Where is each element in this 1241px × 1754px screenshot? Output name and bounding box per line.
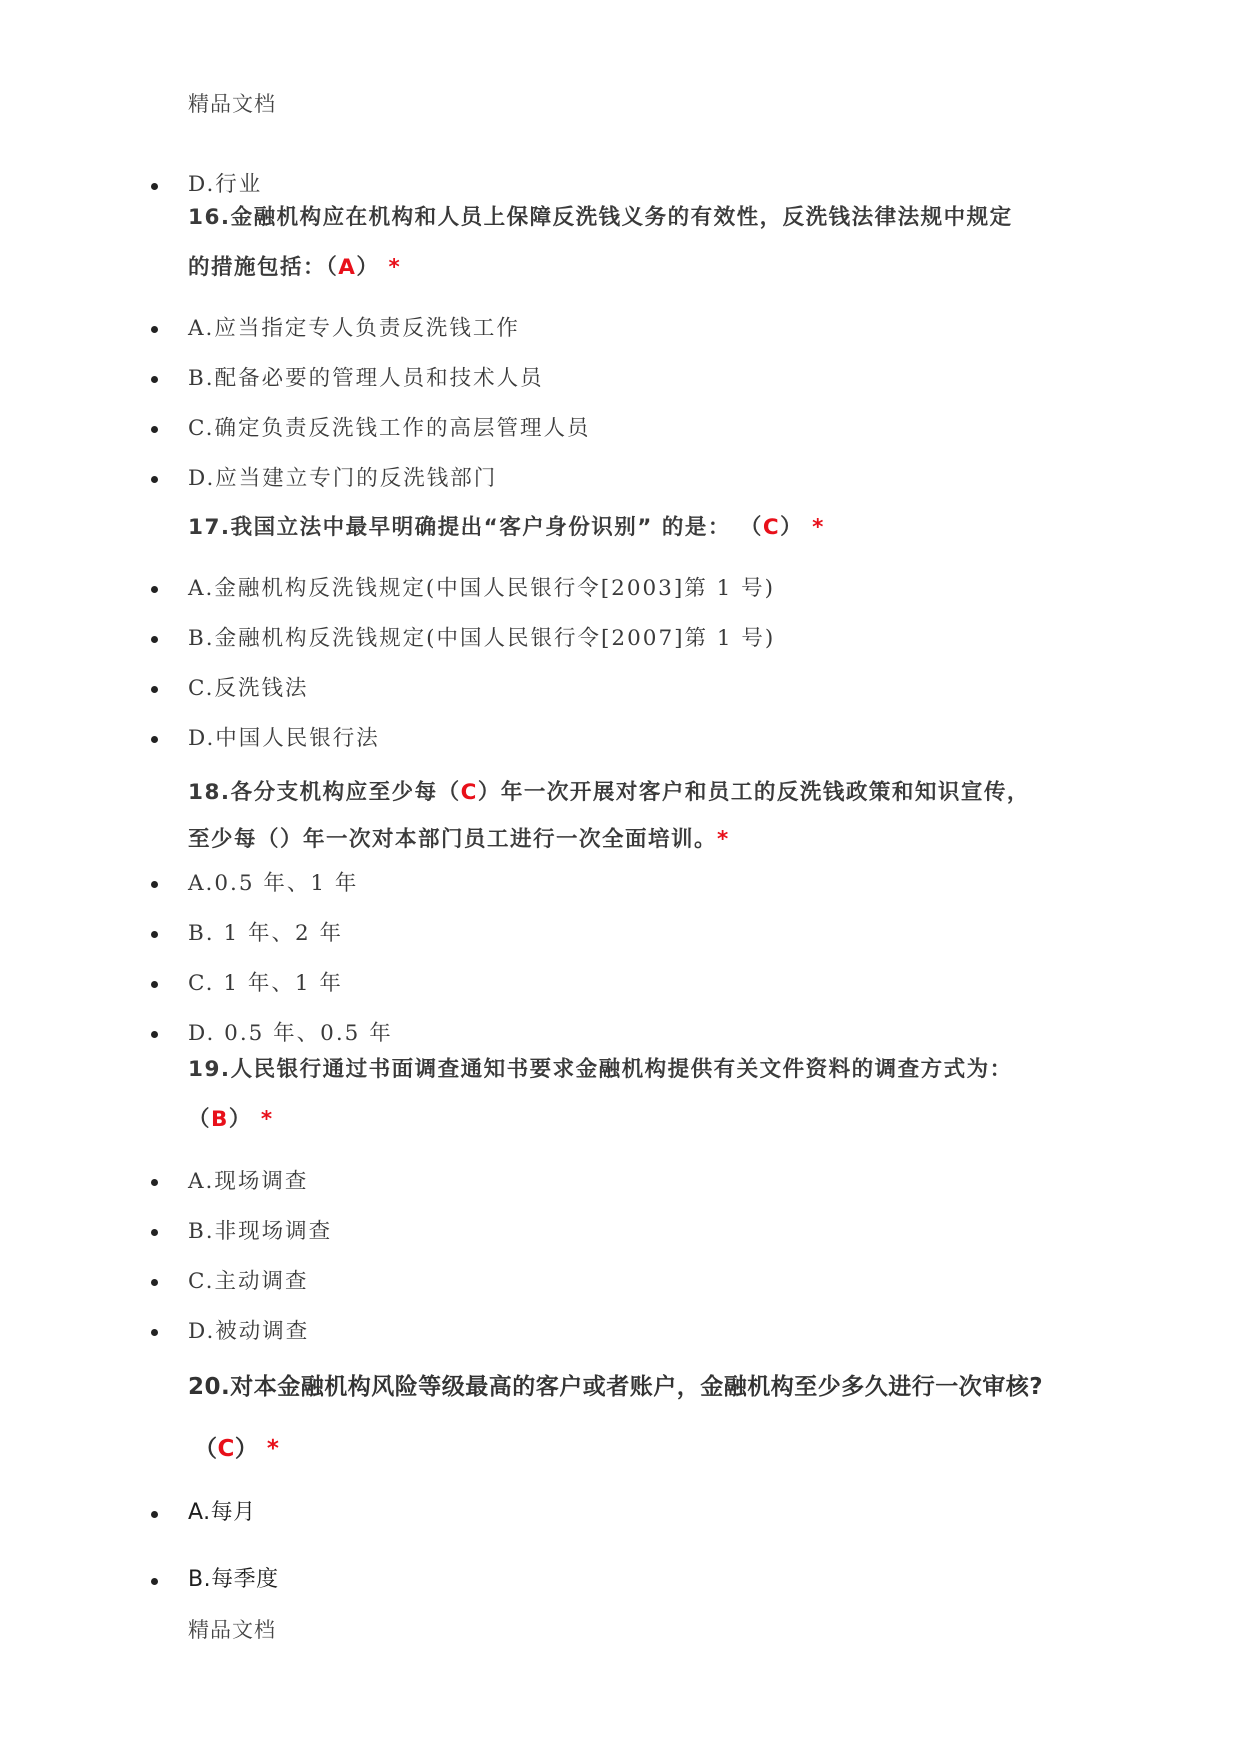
q15-option-d: D.行业 — [188, 172, 263, 197]
bullet-icon — [151, 1511, 158, 1518]
q17-option-c: C.反洗钱法 — [188, 676, 309, 701]
required-star-icon: * — [717, 827, 730, 852]
q17-open-paren: （ — [739, 515, 763, 540]
q19-text-line1: 19.人民银行通过书面调查通知书要求金融机构提供有关文件资料的调查方式为： — [188, 1057, 1013, 1082]
bullet-icon — [151, 1229, 158, 1236]
q17-option-d: D.中国人民银行法 — [188, 726, 380, 751]
q18-option-a: A.0.5 年、1 年 — [188, 871, 359, 896]
q20-text-line1: 20.对本金融机构风险等级最高的客户或者账户，金融机构至少多久进行一次审核? — [188, 1374, 1044, 1400]
q18-option-d: D. 0.5 年、0.5 年 — [188, 1021, 393, 1046]
bullet-icon — [151, 881, 158, 888]
q18-prompt-line2: 至少每（）年一次对本部门员工进行一次全面培训。 — [188, 827, 718, 852]
bullet-icon — [151, 376, 158, 383]
q17-prompt: 17.我国立法中最早明确提出“客户身份识别” 的是： — [188, 515, 731, 540]
q16-open-paren: （ — [326, 255, 339, 280]
q19-option-d: D.被动调查 — [188, 1319, 310, 1344]
q20-text-line2 — [194, 1430, 279, 1463]
q19-option-c: C.主动调查 — [188, 1269, 309, 1294]
q19-option-a: A.现场调查 — [188, 1169, 309, 1194]
required-star-icon: * — [260, 1107, 274, 1132]
bullet-icon — [151, 1329, 158, 1336]
bullet-icon — [151, 1031, 158, 1038]
bullet-icon — [151, 1179, 158, 1186]
q18-text-line2 — [188, 822, 730, 853]
bullet-icon — [151, 183, 158, 190]
q16-option-c: C.确定负责反洗钱工作的高层管理人员 — [188, 416, 591, 441]
q18-prompt-post: ）年一次开展对客户和员工的反洗钱政策和知识宣传， — [477, 780, 1030, 805]
q18-option-c: C. 1 年、1 年 — [188, 971, 343, 996]
required-star-icon: * — [266, 1436, 280, 1462]
bullet-icon — [151, 1578, 158, 1585]
q16-option-d: D.应当建立专门的反洗钱部门 — [188, 466, 498, 491]
q19-close-paren: ） — [228, 1107, 252, 1132]
q18-text-line1 — [188, 775, 1030, 806]
q18-prompt-pre: 18.各分支机构应至少每（ — [188, 780, 461, 805]
q16-prompt: 的措施包括： — [188, 255, 327, 280]
q20-close-paren: ） — [234, 1436, 259, 1462]
page-header: 精品文档 — [188, 92, 276, 116]
q18-answer: C — [460, 780, 478, 805]
q17-option-a: A.金融机构反洗钱规定(中国人民银行令[2003]第 1 号) — [188, 576, 775, 601]
q20-open-paren: （ — [194, 1436, 218, 1462]
q18-option-b: B. 1 年、2 年 — [188, 921, 343, 946]
bullet-icon — [151, 931, 158, 938]
bullet-icon — [151, 1279, 158, 1286]
required-star-icon: * — [388, 255, 402, 280]
bullet-icon — [151, 981, 158, 988]
page-footer: 精品文档 — [188, 1618, 276, 1642]
q19-option-b: B.非现场调查 — [188, 1219, 333, 1244]
q20-option-a: A.每月 — [188, 1500, 256, 1525]
bullet-icon — [151, 686, 158, 693]
q17-answer: C — [762, 515, 781, 540]
bullet-icon — [151, 426, 158, 433]
bullet-icon — [151, 736, 158, 743]
q17-text — [188, 510, 825, 541]
bullet-icon — [151, 636, 158, 643]
q16-option-b: B.配备必要的管理人员和技术人员 — [188, 366, 544, 391]
q16-text-line2 — [188, 250, 401, 281]
q17-option-b: B.金融机构反洗钱规定(中国人民银行令[2007]第 1 号) — [188, 626, 776, 651]
bullet-icon — [151, 326, 158, 333]
q16-answer: A — [338, 255, 357, 280]
bullet-icon — [151, 476, 158, 483]
q20-answer: C — [217, 1436, 235, 1462]
required-star-icon: * — [812, 515, 825, 540]
q16-close-paren: ） — [356, 255, 380, 280]
q19-text-line2 — [188, 1102, 274, 1133]
q17-close-paren: ） — [780, 515, 804, 540]
q16-option-a: A.应当指定专人负责反洗钱工作 — [188, 316, 520, 341]
bullet-icon — [151, 586, 158, 593]
q20-option-b: B.每季度 — [188, 1567, 279, 1592]
q19-answer: B — [211, 1107, 229, 1132]
q19-open-paren: （ — [188, 1107, 212, 1132]
q16-text-line1: 16.金融机构应在机构和人员上保障反洗钱义务的有效性，反洗钱法律法规中规定 — [188, 205, 1013, 230]
